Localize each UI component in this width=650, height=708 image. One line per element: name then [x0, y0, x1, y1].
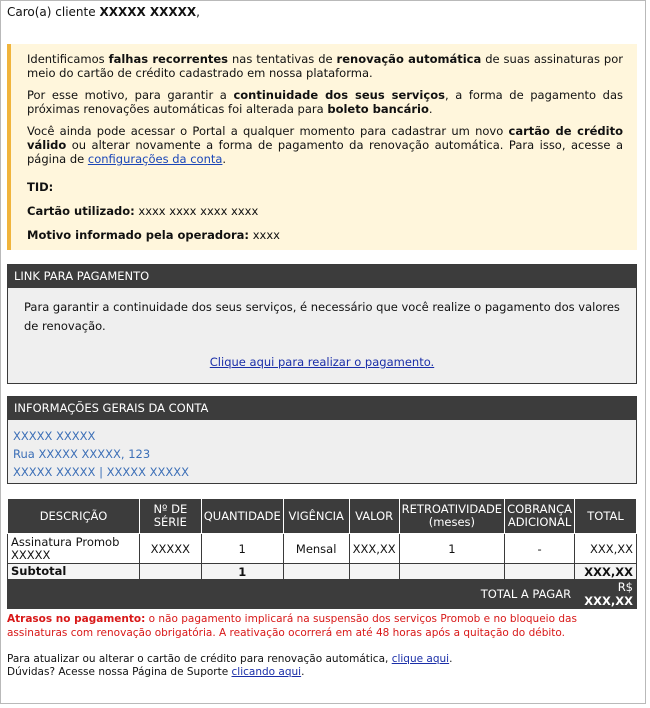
cell-retro: 1: [399, 534, 504, 564]
payment-link-wrap: [24, 353, 620, 372]
total-value: XXX,XX: [584, 594, 633, 608]
notice-title: Atrasos no pagamento:: [7, 613, 146, 625]
pay-now-link[interactable]: Clique aqui para realizar o pagamento.: [209, 355, 435, 369]
account-info-panel: [7, 396, 637, 484]
col-quantidade: QUANTIDADE: [201, 499, 283, 534]
total-currency: R$: [617, 580, 633, 594]
late-payment-notice: [7, 612, 637, 640]
col-cobranca: COBRANÇA ADICIONAL: [505, 499, 575, 534]
subtotal-label: Subtotal: [8, 564, 140, 580]
reason-row: [27, 228, 623, 242]
account-settings-link[interactable]: configurações da conta: [87, 152, 223, 166]
reason-label: Motivo informado pela operadora:: [27, 228, 250, 242]
total-label: TOTAL A PAGAR: [8, 580, 575, 609]
total-value-cell: [575, 580, 637, 609]
account-address: Rua XXXXX XXXXX, 123: [13, 447, 151, 461]
alert-paragraph-3: Você ainda pode acessar o Portal a qualquer momento para cadastrar um novo cartão de crédito válido ou alterar novamente a forma de pagamento da renovação automática. Para isso, acesse a página de configurações da conta.: [27, 124, 623, 166]
table-header-row: [8, 499, 637, 534]
account-contact: XXXXX XXXXX | XXXXX XXXXX: [13, 465, 190, 479]
update-card-link[interactable]: clique aqui: [391, 653, 450, 665]
cell-descricao: Assinatura Promob XXXXX: [8, 534, 140, 564]
subtotal-empty-5: [505, 564, 575, 580]
account-panel-title: INFORMAÇÕES GERAIS DA CONTA: [8, 397, 636, 420]
subtotal-quantidade: 1: [201, 564, 283, 580]
tid-label: TID:: [27, 180, 54, 194]
table-row: [8, 534, 637, 564]
subtotal-row: [8, 564, 637, 580]
subtotal-empty-3: [349, 564, 399, 580]
billing-table: [7, 498, 637, 609]
card-value: xxxx xxxx xxxx xxxx: [134, 204, 259, 218]
greeting-suffix: ,: [196, 5, 200, 19]
greeting: [7, 5, 200, 19]
support-link[interactable]: clicando aqui: [231, 666, 302, 678]
cell-quantidade: 1: [201, 534, 283, 564]
col-serie: Nº DE SÉRIE: [139, 499, 201, 534]
col-valor: VALOR: [349, 499, 399, 534]
customer-name: XXXXX XXXXX: [99, 5, 197, 19]
subtotal-empty-1: [139, 564, 201, 580]
footer: [7, 653, 637, 679]
cell-cobranca: -: [505, 534, 575, 564]
subtotal-empty-4: [399, 564, 504, 580]
alert-paragraph-2: Por esse motivo, para garantir a continuidade dos seus serviços, a forma de pagamento das próximas renovações automáticas foi alterada para boleto bancário.: [27, 88, 623, 116]
col-descricao: DESCRIÇÃO: [8, 499, 140, 534]
account-panel-body: [8, 420, 636, 481]
payment-panel-text: Para garantir a continuidade dos seus serviços, é necessário que você realize o pagamento dos valores de renovação.: [24, 300, 620, 333]
subtotal-total: XXX,XX: [575, 564, 637, 580]
col-vigencia: VIGÊNCIA: [283, 499, 349, 534]
card-row: [27, 204, 623, 218]
account-name: XXXXX XXXXX: [13, 429, 96, 443]
footer-line-2: Dúvidas? Acesse nossa Página de Suporte clicando aqui.: [7, 666, 305, 678]
reason-value: xxxx: [249, 228, 280, 242]
cell-vigencia: Mensal: [283, 534, 349, 564]
payment-panel-title: LINK PARA PAGAMENTO: [8, 265, 636, 288]
subtotal-empty-2: [283, 564, 349, 580]
renewal-failure-alert: [7, 44, 637, 250]
cell-total: XXX,XX: [575, 534, 637, 564]
tid-row: [27, 180, 623, 194]
total-row: [8, 580, 637, 609]
col-total: TOTAL: [575, 499, 637, 534]
footer-line-1: Para atualizar ou alterar o cartão de crédito para renovação automática, clique aqui.: [7, 653, 453, 665]
greeting-prefix: Caro(a) cliente: [7, 5, 100, 19]
notice-text: o não pagamento implicará na suspensão dos serviços Promob e no bloqueio das assinaturas com renovação obrigatória. A reativação ocorrerá em até 48 horas após a quitação do débito.: [7, 613, 577, 639]
col-retroatividade: RETROATIVIDADE (meses): [399, 499, 504, 534]
cell-valor: XXX,XX: [349, 534, 399, 564]
payment-link-panel: [7, 264, 637, 384]
card-label: Cartão utilizado:: [27, 204, 135, 218]
payment-panel-body: [8, 288, 636, 372]
alert-paragraph-1: Identificamos falhas recorrentes nas tentativas de renovação automática de suas assinaturas por meio do cartão de crédito cadastrado em nossa plataforma.: [27, 52, 623, 80]
cell-serie: XXXXX: [139, 534, 201, 564]
